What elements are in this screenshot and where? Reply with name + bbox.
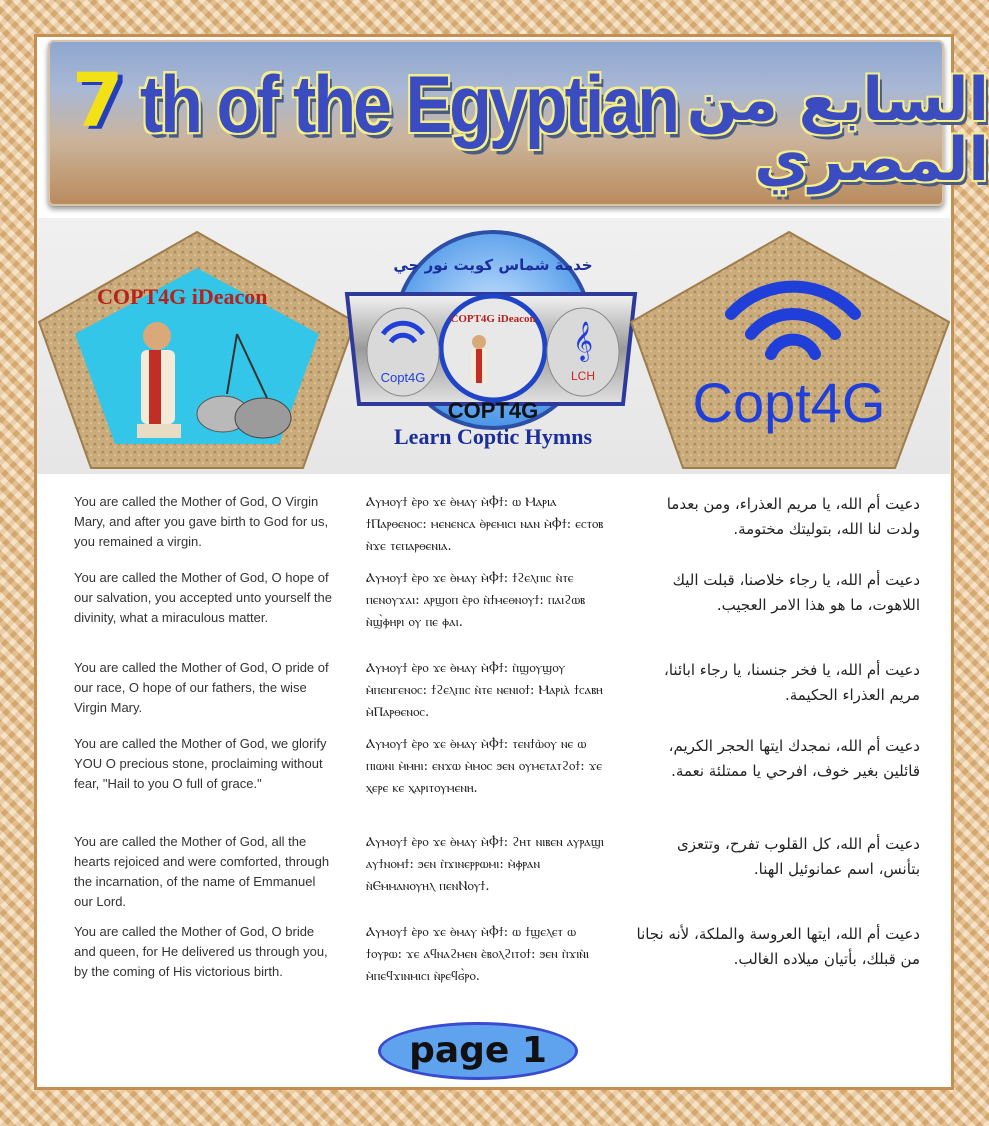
hymn-english: You are called the Mother of God, all the hearts rejoiced and were comforted, through the incarnation, of the name of Emmanuel our Lord. — [74, 834, 330, 909]
hymn-coptic: Ⲁⲩⲙⲟⲩϯ ⲉ̀ⲣⲟ ϫⲉ ⲑ̀ⲙⲁⲩ ⲙ̀Ⲫϯ: ϯϩⲉⲗⲡⲓⲥ ⲛ̀ⲧⲉ ⲡⲉⲛⲟⲩϫⲁⲓ: ⲁⲣϣⲟⲡ ⲉ̀ⲣⲟ ⲛ̀ϯⲙⲉⲑⲛⲟⲩϯ: ⲡⲁⲓϩⲱⲃ ⲛ̀ϣ̀ⲫⲏⲣⲓ ⲟⲩ ⲡⲉ ⲫⲁⲓ. — [366, 571, 586, 630]
banner-english-title: th of the Egyptian — [140, 59, 678, 150]
logo-strip — [37, 218, 950, 474]
center-logo — [347, 232, 635, 449]
banner-number: 7 — [72, 58, 124, 144]
hymn-arabic: دعيت أم الله، نمجدك ايتها الحجر الكريم، قائلين بغير خوف، افرحي يا ممتلئة نعمة. — [668, 737, 920, 780]
center-bottom-arc: Learn Coptic Hymns — [394, 424, 592, 449]
center-right-badge — [547, 308, 619, 396]
music-clef-icon: 𝄞 — [572, 321, 594, 361]
hymn-coptic: Ⲁⲩⲙⲟⲩϯ ⲉ̀ⲣⲟ ϫⲉ ⲑ̀ⲙⲁⲩ ⲙ̀Ⲫϯ: ⲱ ϯϣⲉⲗⲉⲧ ⲱ ϯⲟⲩⲣⲱ: ϫⲉ ⲁϥⲛⲁϩⲙⲉⲛ ⲉ̀ⲃⲟⲗϩⲓⲧⲟϯ: ϧⲉⲛ ⲡ̀ϫⲓⲛ̀ⲓ ⲙ̀ⲡⲉϥϫⲓⲛⲙⲓⲥⲓ ⲛ̀ⲣⲉϥϭ̀ⲣⲟ. — [366, 925, 589, 984]
left-logo-text: COPT4G iDeacon — [97, 284, 268, 309]
right-logo — [631, 232, 949, 468]
hymn-arabic: دعيت أم الله، كل القلوب تفرح، وتتعزى بتأنس، اسم عمانوئيل الهنا. — [677, 835, 920, 878]
hymn-arabic: دعيت أم الله، يا رجاء خلاصنا، قبلت اليك اللاهوت، ما هو هذا الامر العجيب. — [672, 571, 920, 614]
hymn-english: You are called the Mother of God, O hope of our salvation, you accepted unto yourself the divinity, what a miraculous matter. — [74, 570, 332, 625]
hymn-coptic: Ⲁⲩⲙⲟⲩϯ ⲉ̀ⲣⲟ ϫⲉ ⲑ̀ⲙⲁⲩ ⲙ̀Ⲫϯ: ⲡ̀ϣⲟⲩϣⲟⲩ ⲙ̀ⲡⲉⲛⲅⲉⲛⲟⲥ: ϯϩⲉⲗⲡⲓⲥ ⲛ̀ⲧⲉ ⲛⲉⲛⲓⲟϯ: Ⲙⲁⲣⲓⲁ̀ ϯⲥⲁⲃⲏ ⲙ̀Ⲡⲁⲣⲑⲉⲛⲟⲥ. — [366, 661, 603, 720]
left-logo — [39, 232, 355, 468]
logo-graphics — [37, 218, 950, 474]
right-logo-text: Copt4G — [692, 371, 886, 434]
center-inner-text: COPT4G iDeacon — [450, 313, 536, 325]
hymn-coptic: Ⲁⲩⲙⲟⲩϯ ⲉ̀ⲣⲟ ϫⲉ ⲑ̀ⲙⲁⲩ ⲙ̀Ⲫϯ: ⲧⲉⲛϯⲱ̀ⲟⲩ ⲛⲉ ⲱ ⲡⲓⲱⲛⲓ ⲙ̀ⲙⲏⲓ: ⲉⲛϫⲱ ⲙ̀ⲙⲟⲥ ϧⲉⲛ ⲟⲩⲙⲉⲧⲁⲧϩⲟϯ: ϫⲉ ⲭⲉⲣⲉ ⲕⲉ ⲭⲁⲣⲓⲧⲟⲩⲙⲉⲛⲏ. — [366, 737, 603, 796]
center-top-arc: خدمة شماس كويت نور جي — [393, 256, 593, 274]
hymn-arabic: دعيت أم الله، ايتها العروسة والملكة، لأنه نجانا من قبلك، بأتيان ميلاده الغالب. — [636, 925, 920, 968]
center-left-badge — [367, 308, 439, 396]
hymn-coptic: Ⲁⲩⲙⲟⲩϯ ⲉ̀ⲣⲟ ϫⲉ ⲑ̀ⲙⲁⲩ ⲙ̀Ⲫϯ: ϩⲏⲧ ⲛⲓⲃⲉⲛ ⲁⲩⲣⲁϣⲓ ⲁⲩϯⲛⲟⲙϯ: ϧⲉⲛ ⲡ̀ϫⲓⲛⲉⲣⲣⲱⲙⲓ: ⲙ̀ⲫⲣⲁⲛ ⲛ̀Ⲉⲙⲙⲁⲛⲟⲩⲏⲗ ⲡⲉⲛⲚⲟⲩϯ. — [366, 835, 604, 894]
hymn-arabic: دعيت أم الله، يا مريم العذراء، ومن بعدما ولدت لنا الله، بتوليتك مختومة. — [666, 495, 920, 538]
hymn-english: You are called the Mother of God, we glorify YOU O precious stone, proclaiming without fear, "Hail to you O full of grace." — [74, 736, 327, 791]
hymn-english: You are called the Mother of God, O Virgin Mary, and after you gave birth to God for us, you remained a virgin. — [74, 494, 329, 549]
hymn-coptic: Ⲁⲩⲙⲟⲩϯ ⲉ̀ⲣⲟ ϫⲉ ⲑ̀ⲙⲁⲩ ⲙ̀Ⲫϯ: ⲱ Ⲙⲁⲣⲓⲁ ϯⲠⲁⲣⲑⲉⲛⲟⲥ: ⲙⲉⲛⲉⲛⲥⲁ ⲑ̀ⲣⲉⲙⲓⲥⲓ ⲛⲁⲛ ⲙ̀Ⲫϯ: ⲉⲥⲧⲟⲃ ⲛ̀ϫⲉ ⲧⲉⲡⲁⲣⲑⲉⲛⲓⲁ. — [366, 495, 604, 554]
hymn-arabic: دعيت أم الله، يا فخر جنسنا، يا رجاء ابائنا، مريم العذراء الحكيمة. — [664, 661, 920, 704]
center-right-badge-text: LCH — [570, 369, 596, 383]
page-1-button[interactable]: page 1 — [378, 1022, 578, 1080]
banner-arabic-title: السابع من المصري — [686, 65, 989, 195]
center-bottom-text: COPT4G — [447, 398, 539, 423]
hymn-english: You are called the Mother of God, O pride of our race, O hope of our fathers, the wise Virgin Mary. — [74, 660, 329, 715]
center-left-badge-text: Copt4G — [380, 370, 426, 385]
hymn-english: You are called the Mother of God, O bride and queen, for He delivered us through you, by the coming of His victorious birth. — [74, 924, 328, 979]
